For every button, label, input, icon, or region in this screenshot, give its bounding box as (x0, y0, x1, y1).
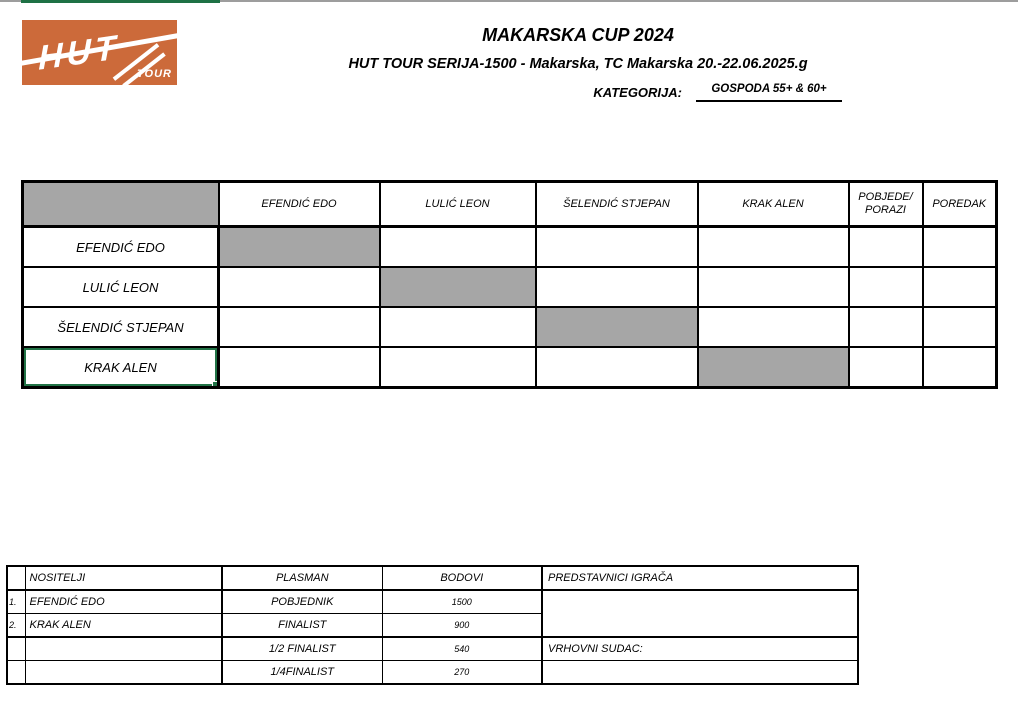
score-cell[interactable] (380, 347, 536, 388)
seed-index-cell[interactable] (7, 637, 25, 661)
seed-name-cell[interactable] (25, 637, 222, 661)
representatives-header[interactable]: PREDSTAVNICI IGRAČA (542, 566, 858, 590)
score-cell[interactable] (536, 347, 698, 388)
points-cell[interactable]: 900 (382, 614, 542, 638)
seed-index-header[interactable] (7, 566, 25, 590)
column-header-player[interactable]: LULIĆ LEON (380, 182, 536, 227)
page-title: MAKARSKA CUP 2024 (482, 25, 674, 45)
score-cell[interactable] (219, 267, 380, 307)
representatives-value-cell[interactable] (542, 590, 858, 637)
score-cell[interactable] (219, 307, 380, 347)
standings-body (7, 566, 858, 684)
ranking-cell[interactable] (923, 227, 997, 268)
seed-name-cell[interactable] (25, 661, 222, 685)
corner-cell[interactable] (23, 182, 219, 227)
page-subtitle: HUT TOUR SERIJA-1500 - Makarska, TC Makarska 20.-22.06.2025.g (348, 56, 808, 72)
category-value: GOSPODA 55+ & 60+ (696, 83, 842, 102)
row-header-player[interactable]: ŠELENDIĆ STJEPAN (23, 307, 219, 347)
wins-losses-cell[interactable] (849, 227, 923, 268)
column-header-wins-losses[interactable] (849, 182, 923, 227)
column-header-player[interactable]: KRAK ALEN (698, 182, 849, 227)
wins-losses-cell[interactable] (849, 347, 923, 388)
round-robin-table (21, 180, 998, 389)
score-cell[interactable] (219, 347, 380, 388)
hut-tour-logo (22, 20, 177, 85)
diagonal-cell[interactable] (698, 347, 849, 388)
points-cell[interactable]: 540 (382, 637, 542, 661)
ranking-cell[interactable] (923, 267, 997, 307)
wins-losses-cell[interactable] (849, 267, 923, 307)
score-cell[interactable] (536, 227, 698, 268)
placement-cell[interactable]: 1/4FINALIST (222, 661, 382, 685)
header-line: POBJEDE/ (858, 191, 913, 203)
logo-text-main: HUT (38, 28, 120, 78)
row-header-player[interactable]: LULIĆ LEON (23, 267, 219, 307)
row-header-player-selected-cell[interactable]: KRAK ALEN (23, 347, 219, 388)
ranking-cell[interactable] (923, 347, 997, 388)
logo-text-sub: TOUR (137, 68, 172, 80)
column-header-player[interactable]: ŠELENDIĆ STJEPAN (536, 182, 698, 227)
selected-column-indicator (21, 0, 220, 3)
placement-header[interactable]: PLASMAN (222, 566, 382, 590)
header-line: POREDAK (932, 197, 987, 210)
diagonal-cell[interactable] (380, 267, 536, 307)
score-cell[interactable] (698, 267, 849, 307)
seed-name-cell[interactable]: EFENDIĆ EDO (25, 590, 222, 614)
score-cell[interactable] (698, 227, 849, 268)
row-header-player[interactable]: EFENDIĆ EDO (23, 227, 219, 268)
seed-name-cell[interactable]: KRAK ALEN (25, 614, 222, 638)
points-header[interactable]: BODOVI (382, 566, 542, 590)
column-header-ranking[interactable] (923, 182, 997, 227)
category-label: KATEGORIJA: (593, 85, 682, 100)
seed-index-cell[interactable]: 1. (7, 590, 25, 614)
header-line: PORAZI (865, 204, 906, 216)
column-header-player[interactable]: EFENDIĆ EDO (219, 182, 380, 227)
round-robin-body (23, 182, 997, 388)
ranking-cell[interactable] (923, 307, 997, 347)
placement-cell[interactable]: 1/2 FINALIST (222, 637, 382, 661)
diagonal-cell[interactable] (219, 227, 380, 268)
diagonal-cell[interactable] (536, 307, 698, 347)
standings-table-wrap (6, 565, 859, 685)
seeds-header[interactable]: NOSITELJI (25, 566, 222, 590)
seed-index-cell[interactable] (7, 661, 25, 685)
standings-table (6, 565, 859, 685)
wins-losses-cell[interactable] (849, 307, 923, 347)
placement-cell[interactable]: POBJEDNIK (222, 590, 382, 614)
score-cell[interactable] (536, 267, 698, 307)
round-robin-table-wrap (21, 180, 998, 389)
points-cell[interactable]: 270 (382, 661, 542, 685)
seed-index-cell[interactable]: 2. (7, 614, 25, 638)
score-cell[interactable] (380, 227, 536, 268)
placement-cell[interactable]: FINALIST (222, 614, 382, 638)
score-cell[interactable] (380, 307, 536, 347)
referee-label-cell[interactable]: VRHOVNI SUDAC: (542, 637, 858, 661)
score-cell[interactable] (698, 307, 849, 347)
points-cell[interactable]: 1500 (382, 590, 542, 614)
referee-value-cell[interactable] (542, 661, 858, 685)
